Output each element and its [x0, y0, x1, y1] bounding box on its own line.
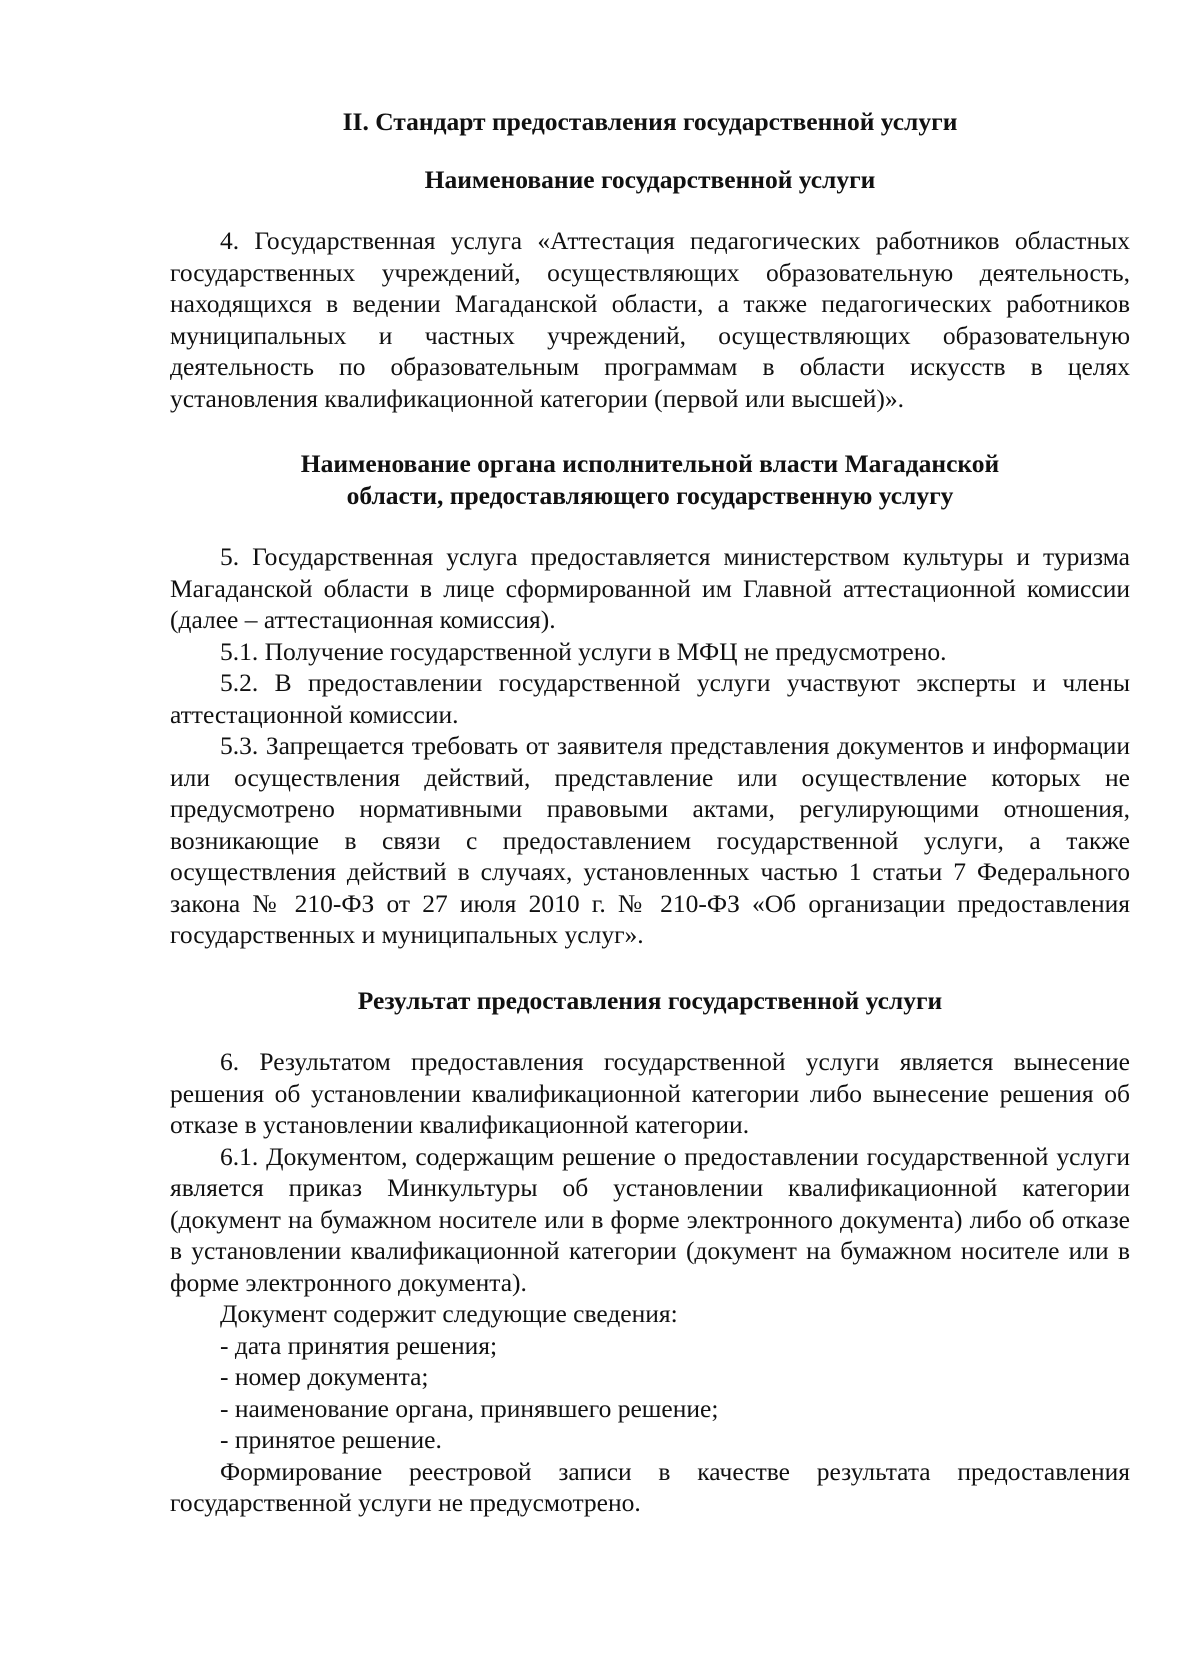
heading-result: Результат предоставления государственной услуги — [357, 985, 943, 1015]
paragraph-5-3: 5.3. Запрещается требовать от заявителя представления документов и информации или осуществления действий, представление или осуществление которых не предусмотрено нормативными правовыми актами, регулирующими отношения, возникающие в связи с предоставлением государственной услуги, а также осуществления действий в случаях, установленных частью 1 статьи 7 Федерального закона № 210-ФЗ от 27 июля 2010 г. № 210-ФЗ «Об организации предоставления государственных и муниципальных услуг». — [170, 731, 1130, 949]
paragraph-5-1: 5.1. Получение государственной услуги в МФЦ не предусмотрено. — [220, 636, 947, 666]
heading-authority-line2: области, предоставляющего государственную услугу — [346, 480, 954, 510]
list-item: - дата принятия решения; — [220, 1330, 498, 1360]
list-item: - принятое решение. — [220, 1425, 442, 1454]
heading-authority-line1: Наименование органа исполнительной власти Магаданской — [300, 449, 1000, 478]
paragraph-6: 6. Результатом предоставления государственной услуги является вынесение решения об установлении квалификационной категории либо вынесение решения об отказе в установлении квалификационной категории. — [170, 1047, 1130, 1139]
paragraph-4: 4. Государственная услуга «Аттестация педагогических работников областных государственных учреждений, осуществляющих образовательную деятельность, находящихся в ведении Магаданской области, а также педагогических работников муниципальных и частных учреждений, осуществляющих образовательную деятельность по образовательным программам в области искусств в целях установления квалификационной категории (первой или высшей)». — [170, 226, 1130, 413]
list-item: - номер документа; — [220, 1362, 429, 1391]
list-item: - наименование органа, принявшего решение; — [220, 1393, 719, 1423]
paragraph-6-1: 6.1. Документом, содержащим решение о предоставлении государственной услуги является приказ Минкультуры об установлении квалификационной категории (документ на бумажном носителе или в форме электронного документа) либо об отказе в установлении квалификационной категории (документ на бумажном носителе или в форме электронного документа). — [170, 1141, 1130, 1297]
section-title: II. Стандарт предоставления государственной услуги — [342, 107, 958, 136]
heading-service-name: Наименование государственной услуги — [424, 164, 876, 194]
paragraph-5: 5. Государственная услуга предоставляется министерством культуры и туризма Магаданской области в лице сформированной им Главной аттестационной комиссии (далее – аттестационная комиссия). — [170, 542, 1130, 634]
paragraph-registry: Формирование реестровой записи в качестве результата предоставления государственной услуги не предусмотрено. — [170, 1456, 1130, 1517]
paragraph-5-2: 5.2. В предоставлении государственной услуги участвуют эксперты и члены аттестационной комиссии. — [170, 668, 1130, 729]
document-page — [170, 106, 1130, 1519]
paragraph-document-contains: Документ содержит следующие сведения: — [220, 1299, 678, 1328]
